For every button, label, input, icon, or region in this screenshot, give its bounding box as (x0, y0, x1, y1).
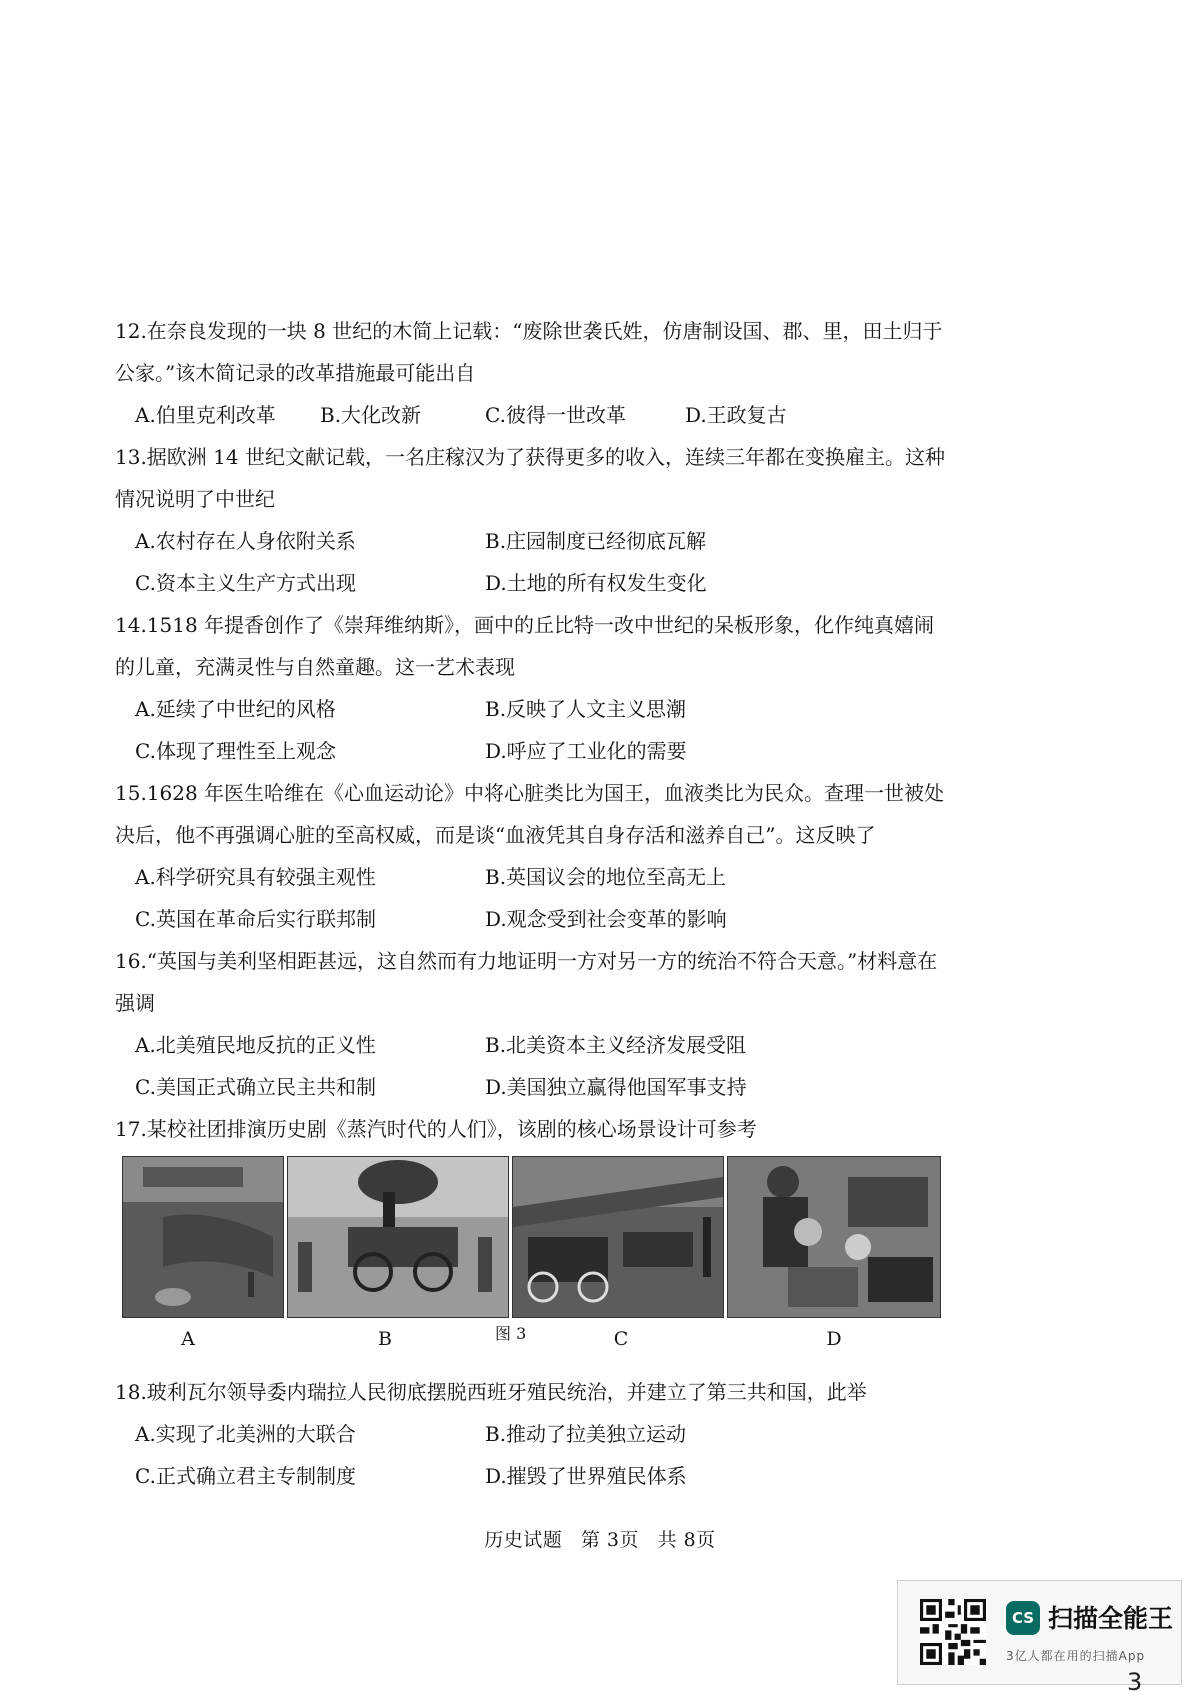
option-b: B.北美资本主义经济发展受阻 (485, 1033, 747, 1057)
options-row (115, 688, 945, 730)
photo-d-computer-classroom (727, 1156, 941, 1318)
option-a: A.延续了中世纪的风格 (135, 697, 336, 721)
options-row (115, 730, 945, 772)
photo-label-d: D (826, 1328, 842, 1350)
figure-caption: 图 3 (495, 1324, 527, 1343)
question-stem: 16.“英国与美利坚相距甚远，这自然而有力地证明一方对另一方的统治不符合天意。”材料意在强调 (115, 949, 938, 1015)
option-c: C.英国在革命后实行联邦制 (135, 907, 376, 931)
option-d: D.王政复古 (685, 403, 787, 427)
option-c: C.正式确立君主专制制度 (135, 1464, 356, 1488)
options-row (115, 520, 945, 562)
options-row (115, 394, 945, 436)
option-c: C.体现了理性至上观念 (135, 739, 336, 763)
question-stem: 13.据欧洲 14 世纪文献记载，一名庄稼汉为了获得更多的收入，连续三年都在变换雇主。这种情况说明了中世纪 (115, 445, 945, 511)
option-a: A.科学研究具有较强主观性 (135, 865, 376, 889)
photo-a-medieval-farm (122, 1156, 284, 1318)
options-row (115, 856, 945, 898)
option-d: D.观念受到社会变革的影响 (485, 907, 727, 931)
qr-code-icon (920, 1599, 986, 1665)
option-b: B.庄园制度已经彻底瓦解 (485, 529, 707, 553)
question-list (115, 310, 945, 1497)
question-stem: 15.1628 年医生哈维在《心血运动论》中将心脏类比为国王，血液类比为民众。查理一世被处决后，他不再强调心脏的至高权威，而是谈“血液凭其自身存活和滋养自己”。这反映了 (115, 781, 945, 847)
options-row (115, 1066, 945, 1108)
page-footer (0, 1525, 1200, 1552)
question-18 (115, 1371, 945, 1497)
footer-page: 第 3页 (580, 1529, 639, 1551)
option-c: C.彼得一世改革 (485, 403, 626, 427)
question-stem: 18.玻利瓦尔领导委内瑞拉人民彻底摆脱西班牙殖民统治，并建立了第三共和国，此举 (115, 1380, 867, 1404)
option-b: B.英国议会的地位至高无上 (485, 865, 727, 889)
scanner-slogan: 3亿人都在用的扫描App (1006, 1649, 1146, 1663)
footer-subject: 历史试题 (484, 1529, 563, 1551)
option-d: D.摧毁了世界殖民体系 (485, 1464, 687, 1488)
option-a: A.伯里克利改革 (135, 403, 276, 427)
option-a: A.实现了北美洲的大联合 (135, 1422, 356, 1446)
photo-label-b: B (378, 1328, 392, 1350)
photo-label-c: C (613, 1328, 629, 1350)
options-row (115, 562, 945, 604)
question-16 (115, 940, 945, 1108)
question-15 (115, 772, 945, 940)
figure-3 (115, 1156, 945, 1371)
question-17 (115, 1108, 945, 1371)
option-a: A.北美殖民地反抗的正义性 (135, 1033, 376, 1057)
options-row (115, 1413, 945, 1455)
photo-label-a: A (181, 1328, 195, 1350)
question-stem: 12.在奈良发现的一块 8 世纪的木简上记载：“废除世袭氏姓，仿唐制设国、郡、里，田土归于公家。”该木简记录的改革措施最可能出自 (115, 319, 943, 385)
scanner-app-name: 扫描全能王 (1048, 1604, 1174, 1633)
question-14 (115, 604, 945, 772)
option-c: C.美国正式确立民主共和制 (135, 1075, 376, 1099)
question-13 (115, 436, 945, 604)
options-row (115, 1455, 945, 1497)
options-row (115, 898, 945, 940)
photo-b-steam-locomotive (287, 1156, 509, 1318)
options-row (115, 1024, 945, 1066)
question-12 (115, 310, 945, 436)
option-d: D.美国独立赢得他国军事支持 (485, 1075, 747, 1099)
question-stem: 14.1518 年提香创作了《崇拜维纳斯》，画中的丘比特一改中世纪的呆板形象，化作纯真嬉闹的儿童，充满灵性与自然童趣。这一艺术表现 (115, 613, 935, 679)
question-stem: 17.某校社团排演历史剧《蒸汽时代的人们》，该剧的核心场景设计可参考 (115, 1117, 757, 1141)
page-number: 3 (1127, 1668, 1143, 1696)
option-b: B.大化改新 (320, 403, 422, 427)
option-b: B.反映了人文主义思潮 (485, 697, 687, 721)
option-d: D.土地的所有权发生变化 (485, 571, 707, 595)
camscanner-logo-icon: CS (1006, 1601, 1040, 1635)
option-b: B.推动了拉美独立运动 (485, 1422, 687, 1446)
option-c: C.资本主义生产方式出现 (135, 571, 356, 595)
photo-c-car-assembly-line (512, 1156, 724, 1318)
footer-total: 共 8页 (657, 1529, 716, 1551)
option-d: D.呼应了工业化的需要 (485, 739, 687, 763)
option-a: A.农村存在人身依附关系 (135, 529, 356, 553)
